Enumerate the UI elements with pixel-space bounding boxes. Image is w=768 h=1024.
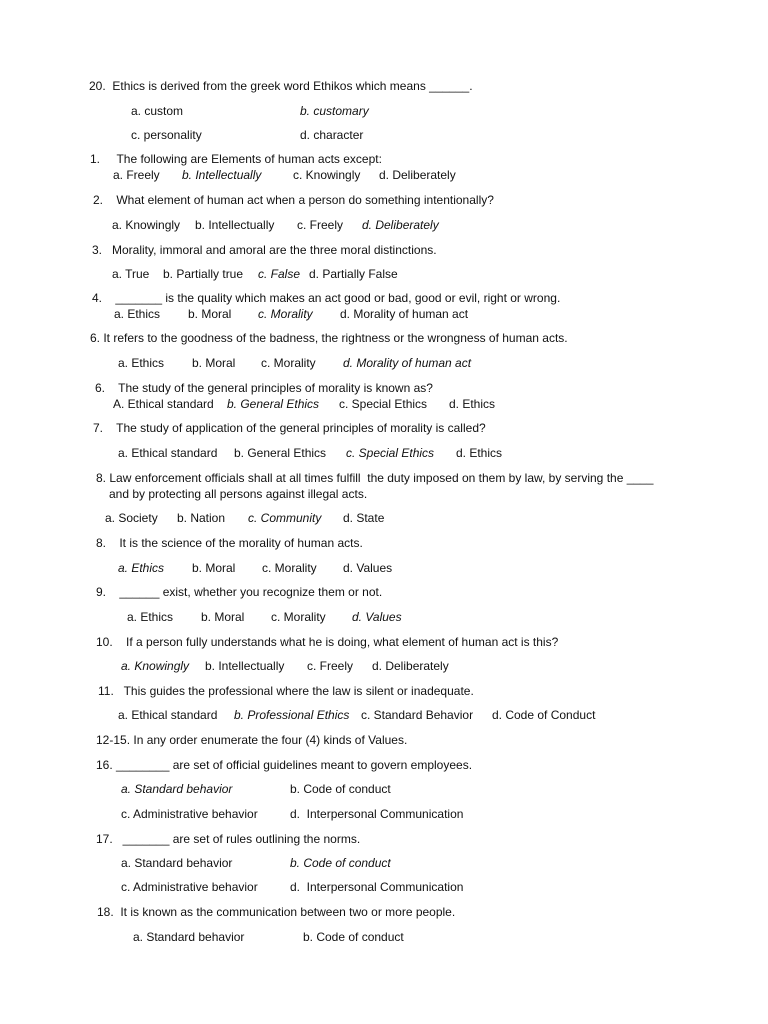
option-b: b. customary (300, 104, 369, 118)
option-c: c. Standard Behavior (361, 708, 474, 722)
option-c: c. Special Ethics (346, 446, 435, 460)
option-d: d. Deliberately (372, 659, 449, 673)
option-a: a. Knowingly (112, 218, 181, 232)
option-d: d. Values (343, 561, 393, 575)
option-d: d. character (300, 128, 364, 142)
option-a: a. Standard behavior (133, 930, 245, 944)
option-a: a. custom (131, 104, 184, 118)
option-c: c. Morality (258, 307, 313, 321)
option-b: b. Moral (192, 561, 236, 575)
option-b: b. Professional Ethics (234, 708, 350, 722)
option-b: b. General Ethics (227, 397, 320, 411)
option-c: c. Administrative behavior (121, 807, 258, 821)
option-c: c. Community (248, 511, 322, 525)
question-stem: 9. ______ exist, whether you recognize them or not. (96, 585, 383, 599)
option-d: d. Interpersonal Communication (290, 880, 464, 894)
option-d: d. State (343, 511, 385, 525)
question-stem: 1. The following are Elements of human acts except: (90, 152, 382, 166)
option-b: b. Code of conduct (303, 930, 404, 944)
question-stem: 10. If a person fully understands what he is doing, what element of human act is this? (96, 635, 559, 649)
option-a: a. Ethical standard (118, 708, 218, 722)
option-a: a. Freely (113, 168, 160, 182)
question-stem: 17. _______ are set of rules outlining the norms. (96, 832, 361, 846)
question-stem: 7. The study of application of the general principles of morality is called? (93, 421, 486, 435)
option-b: b. Moral (192, 356, 236, 370)
option-b: b. Intellectually (205, 659, 285, 673)
option-d: d. Morality of human act (340, 307, 469, 321)
option-b: b. Moral (201, 610, 245, 624)
option-c: c. Morality (271, 610, 326, 624)
question-stem: 12-15. In any order enumerate the four (4) kinds of Values. (96, 733, 408, 747)
option-d: d. Interpersonal Communication (290, 807, 464, 821)
option-d: d. Partially False (309, 267, 398, 281)
option-a: A. Ethical standard (113, 397, 214, 411)
option-a: a. True (112, 267, 150, 281)
option-d: d. Ethics (456, 446, 503, 460)
option-a: a. Society (105, 511, 158, 525)
question-stem: 11. This guides the professional where the law is silent or inadequate. (98, 684, 474, 698)
question-stem: 8. It is the science of the morality of human acts. (96, 536, 363, 550)
option-a: a. Standard behavior (121, 782, 233, 796)
question-stem: 2. What element of human act when a person do something intentionally? (93, 193, 494, 207)
option-a: a. Standard behavior (121, 856, 233, 870)
option-c: c. Special Ethics (339, 397, 428, 411)
question-stem: 20. Ethics is derived from the greek word Ethikos which means ______. (89, 79, 473, 93)
option-a: a. Knowingly (121, 659, 190, 673)
question-stem: 18. It is known as the communication between two or more people. (97, 905, 456, 919)
question-stem: 4. _______ is the quality which makes an act good or bad, good or evil, right or wrong. (92, 291, 561, 305)
option-b: b. Intellectually (195, 218, 275, 232)
option-d: d. Deliberately (362, 218, 439, 232)
option-b: b. General Ethics (234, 446, 327, 460)
option-d: d. Code of Conduct (492, 708, 596, 722)
option-c: c. personality (131, 128, 202, 142)
option-d: d. Deliberately (379, 168, 456, 182)
option-a: a. Ethics (127, 610, 174, 624)
option-a: a. Ethics (114, 307, 161, 321)
question-stem-continued: and by protecting all persons against illegal acts. (109, 487, 368, 501)
option-b: b. Code of conduct (290, 782, 391, 796)
question-stem: 6. The study of the general principles of morality is known as? (95, 381, 433, 395)
option-d: d. Ethics (449, 397, 496, 411)
option-c: c. Knowingly (293, 168, 361, 182)
option-b: b. Code of conduct (290, 856, 391, 870)
option-c: c. Morality (262, 561, 317, 575)
option-b: b. Partially true (163, 267, 244, 281)
option-b: b. Moral (188, 307, 232, 321)
question-stem: 6. It refers to the goodness of the badness, the rightness or the wrongness of human acts. (90, 331, 568, 345)
option-a: a. Ethical standard (118, 446, 218, 460)
question-stem: 16. ________ are set of official guidelines meant to govern employees. (96, 758, 473, 772)
option-b: b. Nation (177, 511, 226, 525)
option-d: d. Values (352, 610, 402, 624)
option-c: c. Administrative behavior (121, 880, 258, 894)
option-c: c. False (258, 267, 301, 281)
question-stem: 8. Law enforcement officials shall at all times fulfill the duty imposed on them by law, by serving the ____ (96, 471, 654, 485)
option-b: b. Intellectually (182, 168, 262, 182)
question-stem: 3. Morality, immoral and amoral are the three moral distinctions. (92, 243, 437, 257)
option-c: c. Morality (261, 356, 316, 370)
option-c: c. Freely (297, 218, 344, 232)
option-c: c. Freely (307, 659, 354, 673)
option-a: a. Ethics (118, 561, 165, 575)
option-a: a. Ethics (118, 356, 165, 370)
option-d: d. Morality of human act (343, 356, 472, 370)
